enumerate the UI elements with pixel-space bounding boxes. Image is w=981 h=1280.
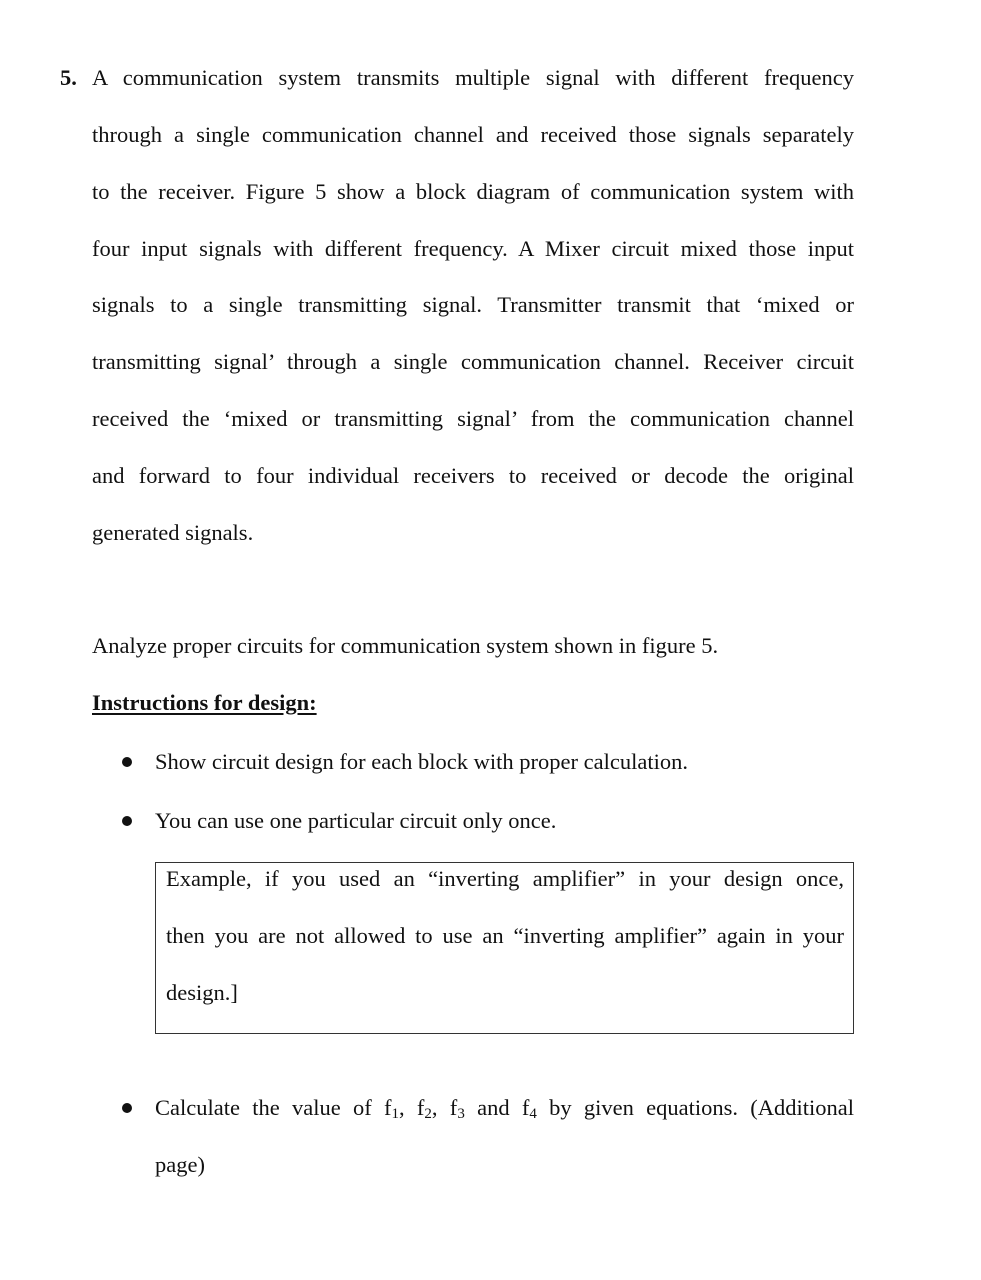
paragraph-line: through a single communication channel and received those signals separately [92,122,854,147]
subscript: 3 [457,1106,465,1122]
calc-text: and f [464,1095,530,1120]
paragraph-line: four input signals with different frequency. A Mixer circuit mixed those input [92,236,854,261]
list-item-continuation: page) [155,1152,205,1177]
list-item: Show circuit design for each block with proper calculation. [155,749,688,774]
subscript: 4 [529,1106,537,1122]
subscript: 2 [424,1106,432,1122]
calc-text: , f [399,1095,425,1120]
question-number: 5. [60,65,77,90]
example-line: design.] [166,980,238,1005]
paragraph-line: generated signals. [92,520,254,545]
list-item: You can use one particular circuit only once. [155,808,557,833]
paragraph-line: and forward to four individual receivers to received or decode the original [92,463,854,488]
example-line: then you are not allowed to use an “inverting amplifier” again in your [166,923,844,948]
analyze-instruction: Analyze proper circuits for communication system shown in figure 5. [92,633,719,658]
instructions-heading: Instructions for design: [92,690,317,715]
example-box [155,862,854,1034]
calc-text: Calculate the value of f [155,1095,392,1120]
subscript: 1 [391,1106,399,1122]
calc-text: , f [431,1095,458,1120]
paragraph-line: signals to a single transmitting signal. Transmitter transmit that ‘mixed or [92,292,854,317]
paragraph-line: A communication system transmits multiple signal with different frequency [92,65,854,90]
paragraph-line: received the ‘mixed or transmitting signal’ from the communication channel [92,406,854,431]
list-item [155,1092,854,1124]
paragraph-line: to the receiver. Figure 5 show a block diagram of communication system with [92,179,854,204]
calc-text: by given equations. (Additional [536,1095,855,1120]
example-line: Example, if you used an “inverting amplifier” in your design once, [166,866,844,891]
bullet-icon [122,1103,132,1113]
bullet-icon [122,757,132,767]
bullet-icon [122,816,132,826]
paragraph-line: transmitting signal’ through a single communication channel. Receiver circuit [92,349,854,374]
